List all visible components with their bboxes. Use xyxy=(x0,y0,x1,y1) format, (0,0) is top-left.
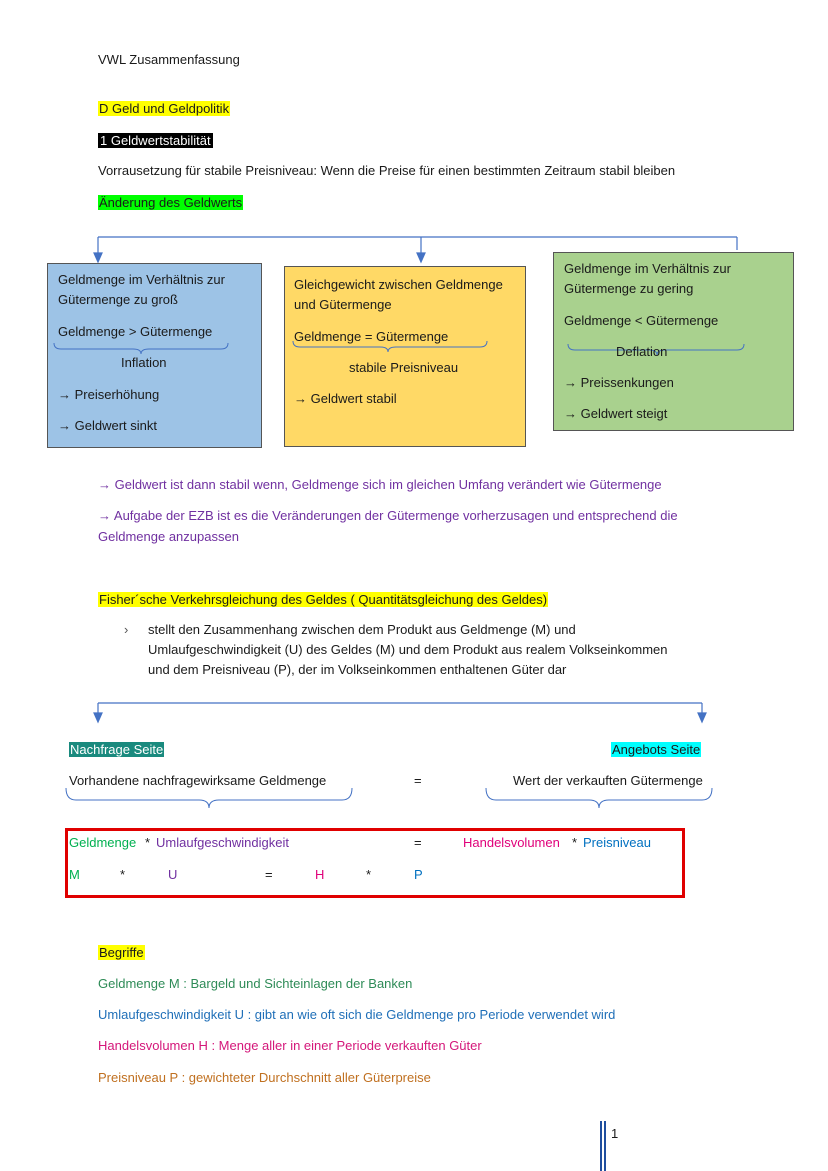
box-arrow-text: → Geldwert stabil xyxy=(294,391,397,406)
demand-label: Nachfrage Seite xyxy=(70,742,164,757)
eq-handel: Handelsvolumen xyxy=(463,835,560,850)
box-relation: Geldmenge > Gütermenge xyxy=(58,324,213,339)
eq-geldmenge: Geldmenge xyxy=(69,835,137,850)
box-text: Gleichgewicht zwischen Geldmenge xyxy=(294,277,503,292)
fisher-text-3: und dem Preisniveau (P), der im Volkseinkommen enthaltenen Güter dar xyxy=(148,662,567,677)
eq-u: U xyxy=(168,867,178,882)
inflation-box xyxy=(47,263,262,448)
note-ezb-2: Geldmenge anzupassen xyxy=(98,529,239,544)
box-text: Gütermenge zu gering xyxy=(564,281,694,296)
page-number: 1 xyxy=(611,1126,619,1141)
deflation-box xyxy=(553,252,794,431)
eq-multiply: * xyxy=(120,867,126,882)
box-relation: Geldmenge < Gütermenge xyxy=(564,313,719,328)
term-geldmenge: Geldmenge M : Bargeld und Sichteinlagen der Banken xyxy=(98,976,413,991)
box-relation: Geldmenge = Gütermenge xyxy=(294,329,449,344)
begriffe-heading: Begriffe xyxy=(99,945,144,960)
box-arrow-text: → Preissenkungen xyxy=(564,375,674,390)
eq-p: P xyxy=(414,867,423,882)
demand-text: Vorhandene nachfragewirksame Geldmenge xyxy=(69,773,327,788)
fisher-text-2: Umlaufgeschwindigkeit (U) des Geldes (M) und dem Produkt aus realem Volkseinkommen xyxy=(148,642,668,657)
box-result: Deflation xyxy=(616,344,668,359)
note-ezb-1: → Aufgabe der EZB ist es die Veränderungen der Gütermenge vorherzusagen und entsprechend die xyxy=(98,508,678,523)
term-preis: Preisniveau P : gewichteter Durchschnitt aller Güterpreise xyxy=(98,1070,431,1085)
supply-brace xyxy=(484,786,724,810)
brace xyxy=(292,340,492,354)
intro-text: Vorrausetzung für stabile Preisniveau: Wenn die Preise für einen bestimmten Zeitraum stabil bleiben xyxy=(98,163,676,178)
term-umlauf: Umlaufgeschwindigkeit U : gibt an wie oft sich die Geldmenge pro Periode verwendet wird xyxy=(98,1007,616,1022)
box-result: Inflation xyxy=(121,355,167,370)
fisher-heading: Fisher´sche Verkehrsgleichung des Geldes ( Quantitätsgleichung des Geldes) xyxy=(99,592,548,607)
eq-equals: = xyxy=(414,835,422,850)
box-text: Geldmenge im Verhältnis zur xyxy=(58,272,225,287)
subsection-heading: 1 Geldwertstabilität xyxy=(100,133,211,148)
box-arrow-text: → Preiserhöhung xyxy=(58,387,160,402)
box-text: Geldmenge im Verhältnis zur xyxy=(564,261,731,276)
equilibrium-box xyxy=(284,266,526,447)
document-title: VWL Zusammenfassung xyxy=(98,52,240,67)
eq-preis: Preisniveau xyxy=(583,835,651,850)
eq-multiply: * xyxy=(145,835,151,850)
box-arrow-text: → Geldwert sinkt xyxy=(58,418,157,433)
footer-rule xyxy=(604,1121,606,1171)
box-arrow-text: → Geldwert steigt xyxy=(564,406,668,421)
change-label: Änderung des Geldwerts xyxy=(99,195,243,210)
section-heading: D Geld und Geldpolitik xyxy=(99,101,230,116)
eq-multiply: * xyxy=(572,835,578,850)
eq-h: H xyxy=(315,867,325,882)
supply-text: Wert der verkauften Gütermenge xyxy=(513,773,703,788)
eq-m: M xyxy=(69,867,80,882)
footer-rule xyxy=(600,1121,602,1171)
box-text: und Gütermenge xyxy=(294,297,392,312)
note-stable: → Geldwert ist dann stabil wenn, Geldmenge sich im gleichen Umfang verändert wie Gütermenge xyxy=(98,477,662,492)
eq-equals: = xyxy=(265,867,273,882)
supply-label: Angebots Seite xyxy=(612,742,701,757)
fisher-text-1: stellt den Zusammenhang zwischen dem Produkt aus Geldmenge (M) und xyxy=(148,622,576,637)
term-handel: Handelsvolumen H : Menge aller in einer Periode verkauften Güter xyxy=(98,1038,482,1053)
eq-multiply: * xyxy=(366,867,372,882)
box-result: stabile Preisniveau xyxy=(349,360,459,375)
bullet-marker: › xyxy=(124,622,129,637)
box-text: Gütermenge zu groß xyxy=(58,292,178,307)
demand-brace xyxy=(64,786,364,810)
eq-umlauf: Umlaufgeschwindigkeit xyxy=(156,835,289,850)
equals-sign: = xyxy=(414,773,422,788)
